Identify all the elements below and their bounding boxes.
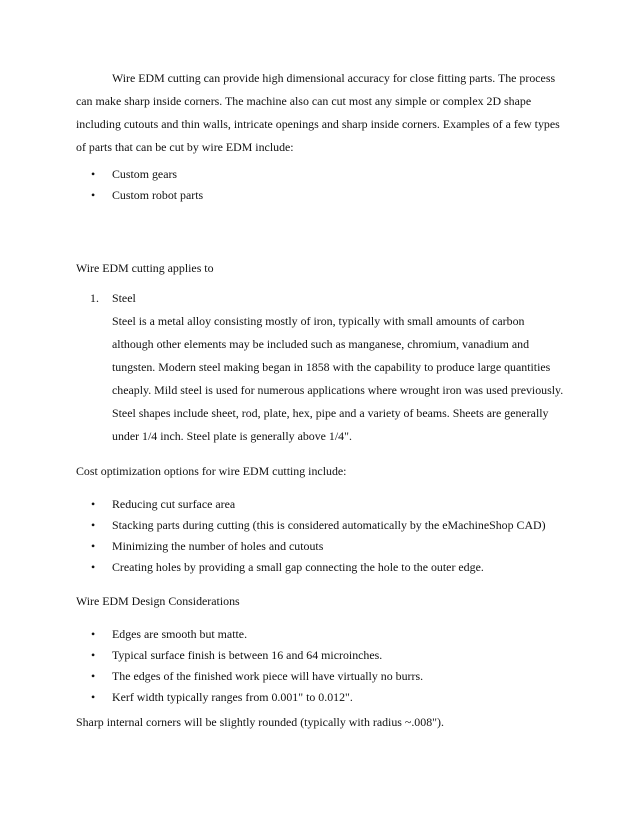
list-item: • Custom robot parts xyxy=(76,185,578,206)
cost-heading: Cost optimization options for wire EDM cutting include: xyxy=(76,464,347,478)
list-item: • Minimizing the number of holes and cutouts xyxy=(76,536,578,557)
parts-list xyxy=(76,164,578,206)
material-title: Steel xyxy=(112,291,136,305)
intro-paragraph: Wire EDM cutting can provide high dimensional accuracy for close fitting parts. The process can make sharp inside corners. The machine also can cut most any simple or complex 2D shape including cutouts and thin walls, intricate openings and sharp inside corners. Examples of a few types of parts that can be cut by wire EDM include: xyxy=(76,71,560,154)
list-item: • Custom gears xyxy=(76,164,578,185)
list-item: • Creating holes by providing a small gap connecting the hole to the outer edge. xyxy=(76,557,578,578)
material-description: Steel is a metal alloy consisting mostly of iron, typically with small amounts of carbon although other elements may be included such as manganese, chromium, vanadium and tungsten. Modern steel making began in 1858 with the capability to produce large quantities cheaply. Mild steel is used for numerous applications where wrought iron was used previously. Steel shapes include sheet, rod, plate, hex, pipe and a variety of beams. Sheets are generally under 1/4 inch. Steel plate is generally above 1/4". xyxy=(112,314,564,443)
list-item: • Reducing cut surface area xyxy=(76,494,578,515)
list-item: • The edges of the finished work piece will have virtually no burrs. xyxy=(76,666,578,687)
list-item: • Edges are smooth but matte. xyxy=(76,624,578,645)
closing-paragraph: Sharp internal corners will be slightly rounded (typically with radius ~.008"). xyxy=(76,715,444,729)
design-heading: Wire EDM Design Considerations xyxy=(76,594,240,608)
list-item xyxy=(76,287,568,448)
design-list xyxy=(76,624,578,708)
materials-list xyxy=(76,287,568,448)
list-number: 1. xyxy=(90,291,99,305)
applies-heading: Wire EDM cutting applies to xyxy=(76,261,214,275)
list-item: • Stacking parts during cutting (this is considered automatically by the eMachineShop CAD) xyxy=(76,515,578,536)
cost-list xyxy=(76,494,578,578)
list-item: • Kerf width typically ranges from 0.001" to 0.012". xyxy=(76,687,578,708)
list-item: • Typical surface finish is between 16 and 64 microinches. xyxy=(76,645,578,666)
